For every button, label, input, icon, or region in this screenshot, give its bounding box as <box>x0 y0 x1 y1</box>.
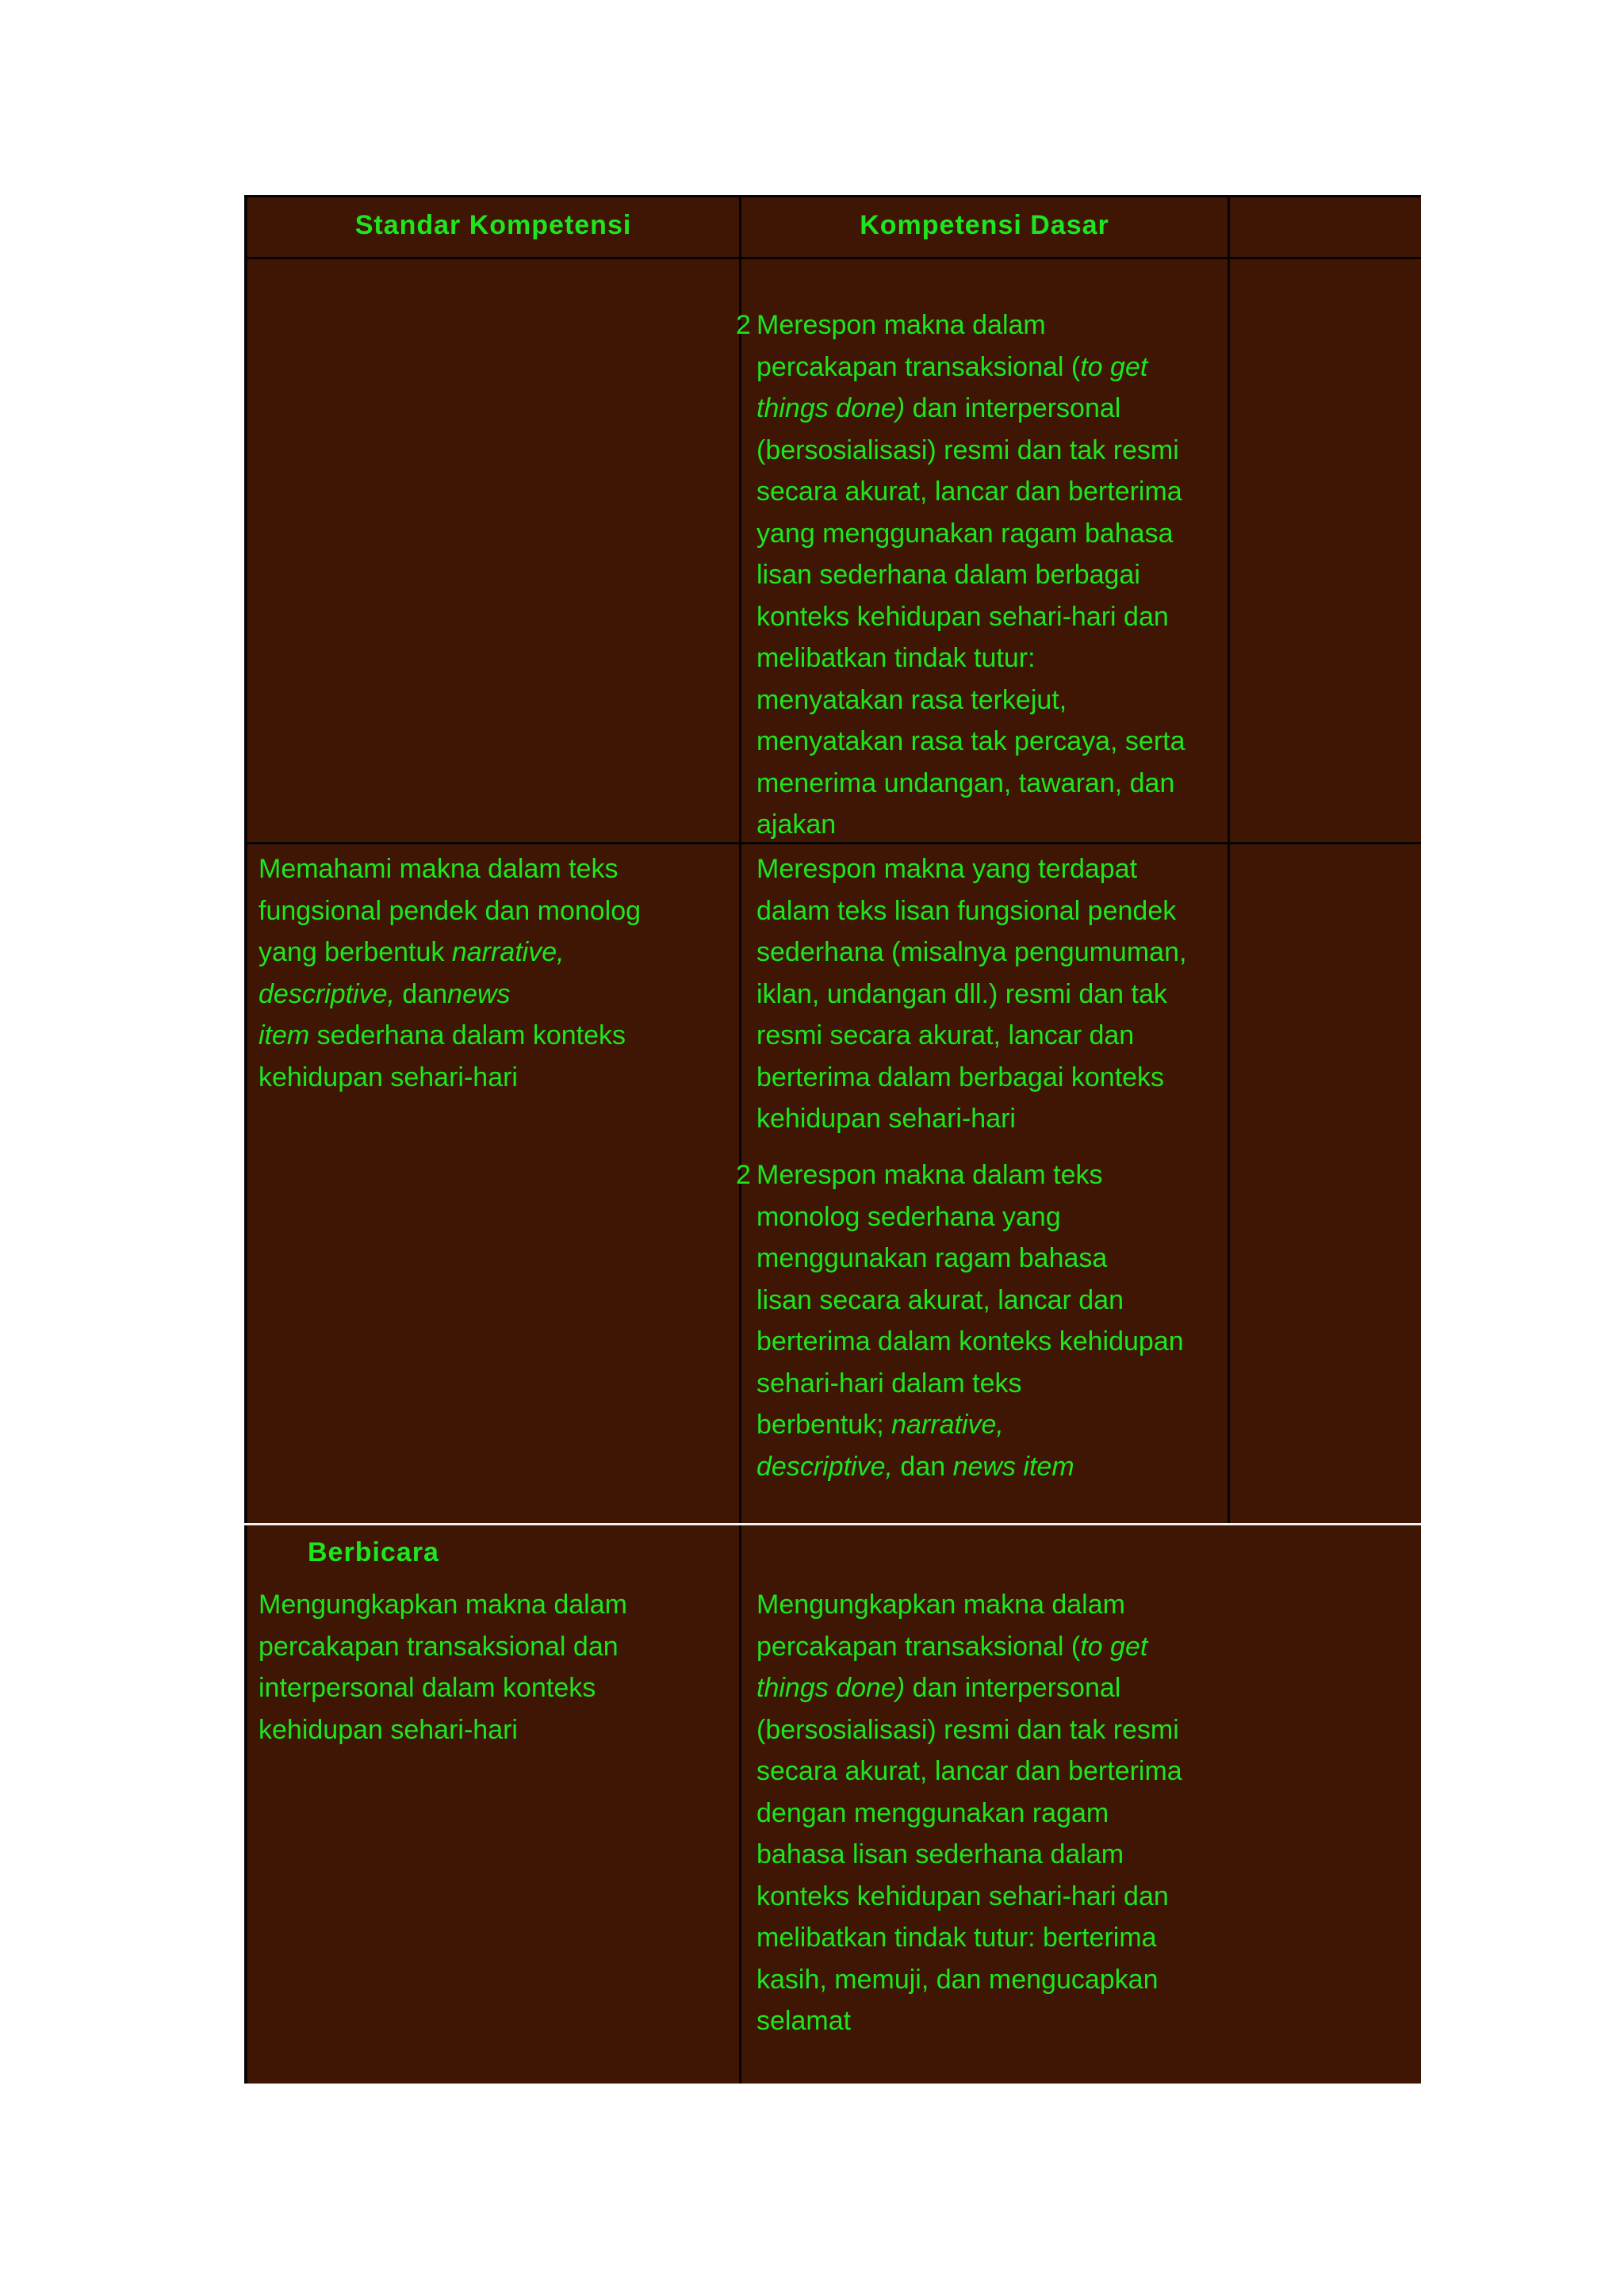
competency-table <box>244 195 1421 2084</box>
text-span: Merespon makna dalam teks <box>756 1160 1103 1190</box>
text-line <box>259 1015 641 1057</box>
text-line <box>756 1917 1182 1959</box>
italic-text: things done) <box>756 1673 906 1703</box>
italic-text: narrative, <box>451 937 565 967</box>
italic-text: to get <box>1080 1631 1148 1662</box>
header-bottom-border <box>244 257 1421 259</box>
text-line <box>259 1709 627 1751</box>
text-line <box>756 848 1186 890</box>
text-line <box>259 1626 627 1668</box>
text-span: menyatakan rasa terkejut, <box>756 684 1067 715</box>
text-line <box>756 1876 1182 1918</box>
text-span: selamat <box>756 2006 852 2036</box>
text-line <box>756 890 1186 932</box>
text-span: resmi secara akurat, lancar dan <box>756 1020 1135 1050</box>
text-span: sehari-hari dalam teks <box>756 1368 1022 1399</box>
text-span: Merespon makna dalam <box>756 310 1046 340</box>
italic-text: news <box>447 978 511 1009</box>
text-span: kehidupan sehari-hari <box>259 1062 518 1093</box>
text-line <box>756 1404 1184 1446</box>
text-line <box>756 554 1185 596</box>
text-line <box>756 513 1185 555</box>
text-span: yang menggunakan ragam bahasa <box>756 518 1174 549</box>
section-label-berbicara: Berbicara <box>308 1537 439 1567</box>
text-line <box>756 1793 1182 1835</box>
text-span: interpersonal dalam konteks <box>259 1673 596 1703</box>
text-line <box>756 1834 1182 1876</box>
row2-kompetensi-dasar-2 <box>756 1154 1184 1487</box>
row2-standar-kompetensi <box>259 848 641 1098</box>
text-span: sederhana dalam konteks <box>309 1020 626 1050</box>
text-line <box>756 1626 1182 1668</box>
text-span: menyatakan rasa tak percaya, serta <box>756 726 1185 756</box>
text-span: berterima dalam berbagai konteks <box>756 1062 1165 1093</box>
text-span: percakapan transaksional dan <box>259 1631 619 1662</box>
column-divider-2 <box>1228 195 1230 1524</box>
text-span: dan interpersonal <box>905 1673 1121 1703</box>
text-span: lisan sederhana dalam berbagai <box>756 560 1140 590</box>
text-line <box>259 848 641 890</box>
text-line <box>756 2000 1182 2042</box>
text-span: percakapan transaksional ( <box>756 351 1081 382</box>
text-line <box>756 1015 1186 1057</box>
text-span: berterima dalam konteks kehidupan <box>756 1326 1184 1357</box>
text-line <box>756 1057 1186 1099</box>
text-line <box>756 1154 1184 1196</box>
header-standar-kompetensi: Standar Kompetensi <box>354 210 632 240</box>
row3-standar-kompetensi <box>259 1584 627 1751</box>
italic-text: narrative, <box>891 1410 1004 1440</box>
text-line <box>756 804 1185 846</box>
text-span: Memahami makna dalam teks <box>259 854 619 884</box>
list-marker: 2 <box>736 1160 751 1190</box>
text-span: Mengungkapkan makna dalam <box>259 1590 627 1620</box>
text-line <box>756 974 1186 1016</box>
text-span: melibatkan tindak tutur: berterima <box>756 1923 1157 1953</box>
text-span: bahasa lisan sederhana dalam <box>756 1839 1124 1869</box>
text-span: dan interpersonal <box>905 393 1121 423</box>
text-line <box>756 1446 1184 1488</box>
text-line <box>756 1196 1184 1238</box>
text-line <box>756 1321 1184 1363</box>
text-line <box>259 1057 641 1099</box>
text-span: dan <box>394 978 448 1009</box>
italic-text: news item <box>952 1451 1074 1482</box>
text-line <box>756 1280 1184 1322</box>
text-span: iklan, undangan dll.) resmi dan tak <box>756 978 1167 1009</box>
italic-text: item <box>259 1020 310 1050</box>
text-span: melibatkan tindak tutur: <box>756 643 1036 673</box>
text-line <box>756 1667 1182 1709</box>
text-span: berbentuk; <box>756 1410 892 1440</box>
text-span: yang berbentuk <box>259 937 452 967</box>
italic-text: to get <box>1080 351 1148 382</box>
text-line <box>756 1751 1182 1793</box>
text-line <box>259 1584 627 1626</box>
text-line <box>756 471 1185 513</box>
text-span: menerima undangan, tawaran, dan <box>756 767 1175 798</box>
text-span: sederhana (misalnya pengumuman, <box>756 937 1187 967</box>
italic-text: descriptive, <box>756 1451 893 1482</box>
list-marker: 2 <box>736 310 751 340</box>
text-span: kehidupan sehari-hari <box>756 1104 1016 1134</box>
text-line <box>756 679 1185 721</box>
text-span: konteks kehidupan sehari-hari dan <box>756 601 1169 632</box>
text-span: ajakan <box>756 809 837 840</box>
text-span: secara akurat, lancar dan berterima <box>756 1756 1182 1786</box>
text-span: Merespon makna yang terdapat <box>756 854 1138 884</box>
row2-kompetensi-dasar-1 <box>756 848 1186 1140</box>
text-span: konteks kehidupan sehari-hari dan <box>756 1881 1169 1911</box>
text-line <box>756 1709 1182 1751</box>
text-line <box>756 1363 1184 1405</box>
text-span: monolog sederhana yang <box>756 1201 1061 1232</box>
text-line <box>756 430 1185 472</box>
text-line <box>756 763 1185 805</box>
header-kompetensi-dasar: Kompetensi Dasar <box>860 210 1109 240</box>
text-span: lisan secara akurat, lancar dan <box>756 1284 1124 1315</box>
text-span: fungsional pendek dan monolog <box>259 895 642 926</box>
row3-kompetensi-dasar <box>756 1584 1182 2042</box>
text-line <box>756 1959 1182 2001</box>
text-line <box>756 637 1185 679</box>
text-span: Mengungkapkan makna dalam <box>756 1590 1125 1620</box>
text-line <box>756 1238 1184 1280</box>
text-line <box>259 1667 627 1709</box>
text-line <box>756 304 1185 346</box>
text-span: dalam teks lisan fungsional pendek <box>756 895 1177 926</box>
text-line <box>756 721 1185 763</box>
text-line <box>756 1098 1186 1140</box>
column-divider-1 <box>739 195 741 2084</box>
text-span: kasih, memuji, dan mengucapkan <box>756 1964 1159 1995</box>
italic-text: descriptive, <box>259 978 395 1009</box>
text-span: (bersosialisasi) resmi dan tak resmi <box>756 434 1179 465</box>
text-span: menggunakan ragam bahasa <box>756 1243 1108 1273</box>
table-left-border <box>244 195 247 2084</box>
text-line <box>756 932 1186 974</box>
text-line <box>259 974 641 1016</box>
text-span: dengan menggunakan ragam <box>756 1797 1109 1828</box>
text-line <box>756 346 1185 388</box>
text-span: percakapan transaksional ( <box>756 1631 1081 1662</box>
text-line <box>756 1584 1182 1626</box>
text-line <box>259 932 641 974</box>
text-line <box>259 890 641 932</box>
row2-bottom-border <box>244 1523 1421 1525</box>
text-span: (bersosialisasi) resmi dan tak resmi <box>756 1714 1179 1745</box>
text-span: kehidupan sehari-hari <box>259 1714 518 1745</box>
italic-text: things done) <box>756 393 906 423</box>
table-top-border <box>244 195 1421 197</box>
text-span: dan <box>892 1451 953 1482</box>
text-line <box>756 388 1185 430</box>
text-line <box>756 596 1185 638</box>
row1-kompetensi-dasar <box>756 304 1185 846</box>
text-span: secara akurat, lancar dan berterima <box>756 476 1182 507</box>
